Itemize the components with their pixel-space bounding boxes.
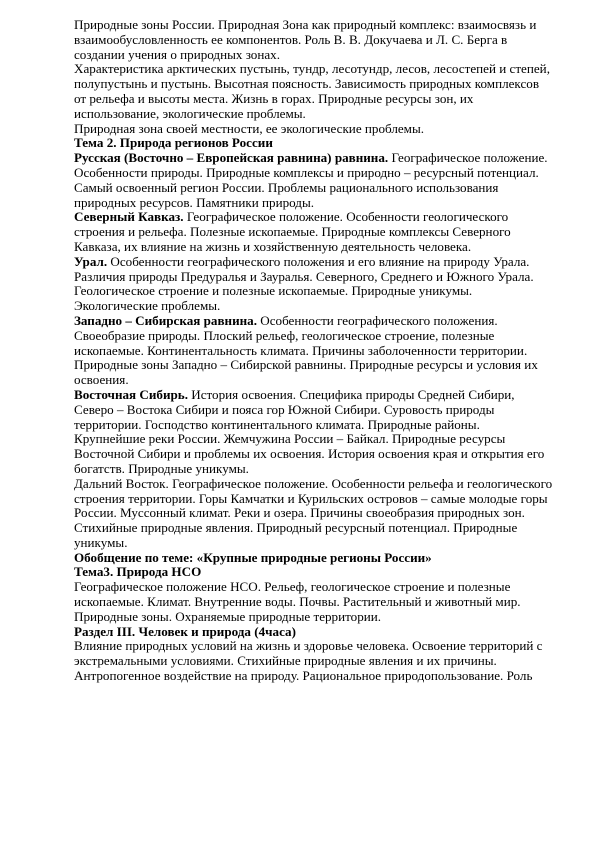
paragraph-russian-plain bbox=[74, 151, 554, 210]
paragraph-local-zone: Природная зона своей местности, ее экологические проблемы. bbox=[74, 120, 425, 136]
paragraph-nso: Географическое положение НСО. Рельеф, геологическое строение и полезные ископаемые. Климат. Внутренние воды. Почвы. Растительный и животный мир. Природные зоны. Охраняемые природные территории. bbox=[74, 579, 521, 624]
text-west-siberia: Особенности географического положения. Своеобразие природы. Плоский рельеф, геологическое строение, полезные ископаемые. Континентальность климата. Причины заболоченности территории. Природные зоны Западно – Сибирской равнины. Природные ресурсы и условия их освоения. bbox=[74, 312, 538, 388]
text-east-siberia: История освоения. Специфика природы Средней Сибири, Северо – Востока Сибири и пояса гор Южной Сибири. Суровость природы территории. Господство континентального климата. Природные районы. Крупнейшие реки России. Жемчужина России – Байкал. Природные ресурсы Восточной Сибири и проблемы их освоения. История освоения края и открытия его богатств. Природные уникумы. bbox=[74, 386, 545, 476]
title-ural: Урал. bbox=[74, 253, 108, 269]
title-north-caucasus: Северный Кавказ. bbox=[74, 209, 184, 225]
text-russian-plain: Географическое положение. Особенности природы. Природные комплексы и природно – ресурсный потенциал. Самый освоенный регион России. Проблемы рационального использования природных ресурсов. Памятники природы. bbox=[74, 150, 548, 210]
paragraph-zone-characteristics: Характеристика арктических пустынь, тундр, лесотундр, лесов, лесостепей и степей, полупустынь и пустынь. Высотная поясность. Зависимость природных комплексов от рельефа и высоты места. Жизнь в горах. Природные ресурсы зон, их использование, экологические проблемы. bbox=[74, 61, 550, 121]
text-north-caucasus: Географическое положение. Особенности геологического строения и рельефа. Полезные ископаемые. Природные комплексы Северного Кавказа, их влияние на жизнь и хозяйственную деятельность человека. bbox=[74, 209, 511, 254]
paragraph-far-east: Дальний Восток. Географическое положение. Особенности рельефа и геологического строения территории. Горы Камчатки и Курильских островов – самые молодые горы России. Муссонный климат. Реки и озера. Причины своеобразия природных зон. Стихийные природные явления. Природный ресурсный потенциал. Природные уникумы. bbox=[74, 475, 553, 550]
heading-theme-3: Тема3. Природа НСО bbox=[74, 564, 202, 580]
heading-summary: Обобщение по теме: «Крупные природные регионы России» bbox=[74, 549, 432, 565]
paragraph-west-siberia bbox=[74, 314, 554, 388]
title-west-siberia: Западно – Сибирская равнина. bbox=[74, 312, 257, 328]
text-ural: Особенности географического положения и его влияние на природу Урала. Различия природы Предуралья и Зауралья. Северного, Среднего и Южного Урала. Геологическое строение и полезные ископаемые. Природные уникумы. Экологические проблемы. bbox=[74, 253, 534, 314]
paragraph-north-caucasus bbox=[74, 210, 554, 254]
paragraph-human-nature: Влияние природных условий на жизнь и здоровье человека. Освоение территорий с экстремальными условиями. Стихийные природные явления и их причины. Антропогенное воздействие на природу. Рациональное природопользование. Роль bbox=[74, 638, 543, 684]
title-east-siberia: Восточная Сибирь. bbox=[74, 386, 188, 402]
heading-section-3: Раздел III. Человек и природа (4часа) bbox=[74, 623, 296, 639]
paragraph-natural-zones: Природные зоны России. Природная Зона как природный комплекс: взаимосвязь и взаимообусловленность ее компонентов. Роль В. В. Докучаева и Л. С. Берга в создании учения о природных зонах. bbox=[74, 17, 537, 62]
title-russian-plain: Русская (Восточно – Европейская равнина) равнина. bbox=[74, 150, 389, 166]
paragraph-east-siberia bbox=[74, 388, 554, 477]
heading-theme-2: Тема 2. Природа регионов России bbox=[74, 135, 273, 151]
paragraph-ural bbox=[74, 255, 554, 314]
document-page bbox=[74, 18, 554, 684]
